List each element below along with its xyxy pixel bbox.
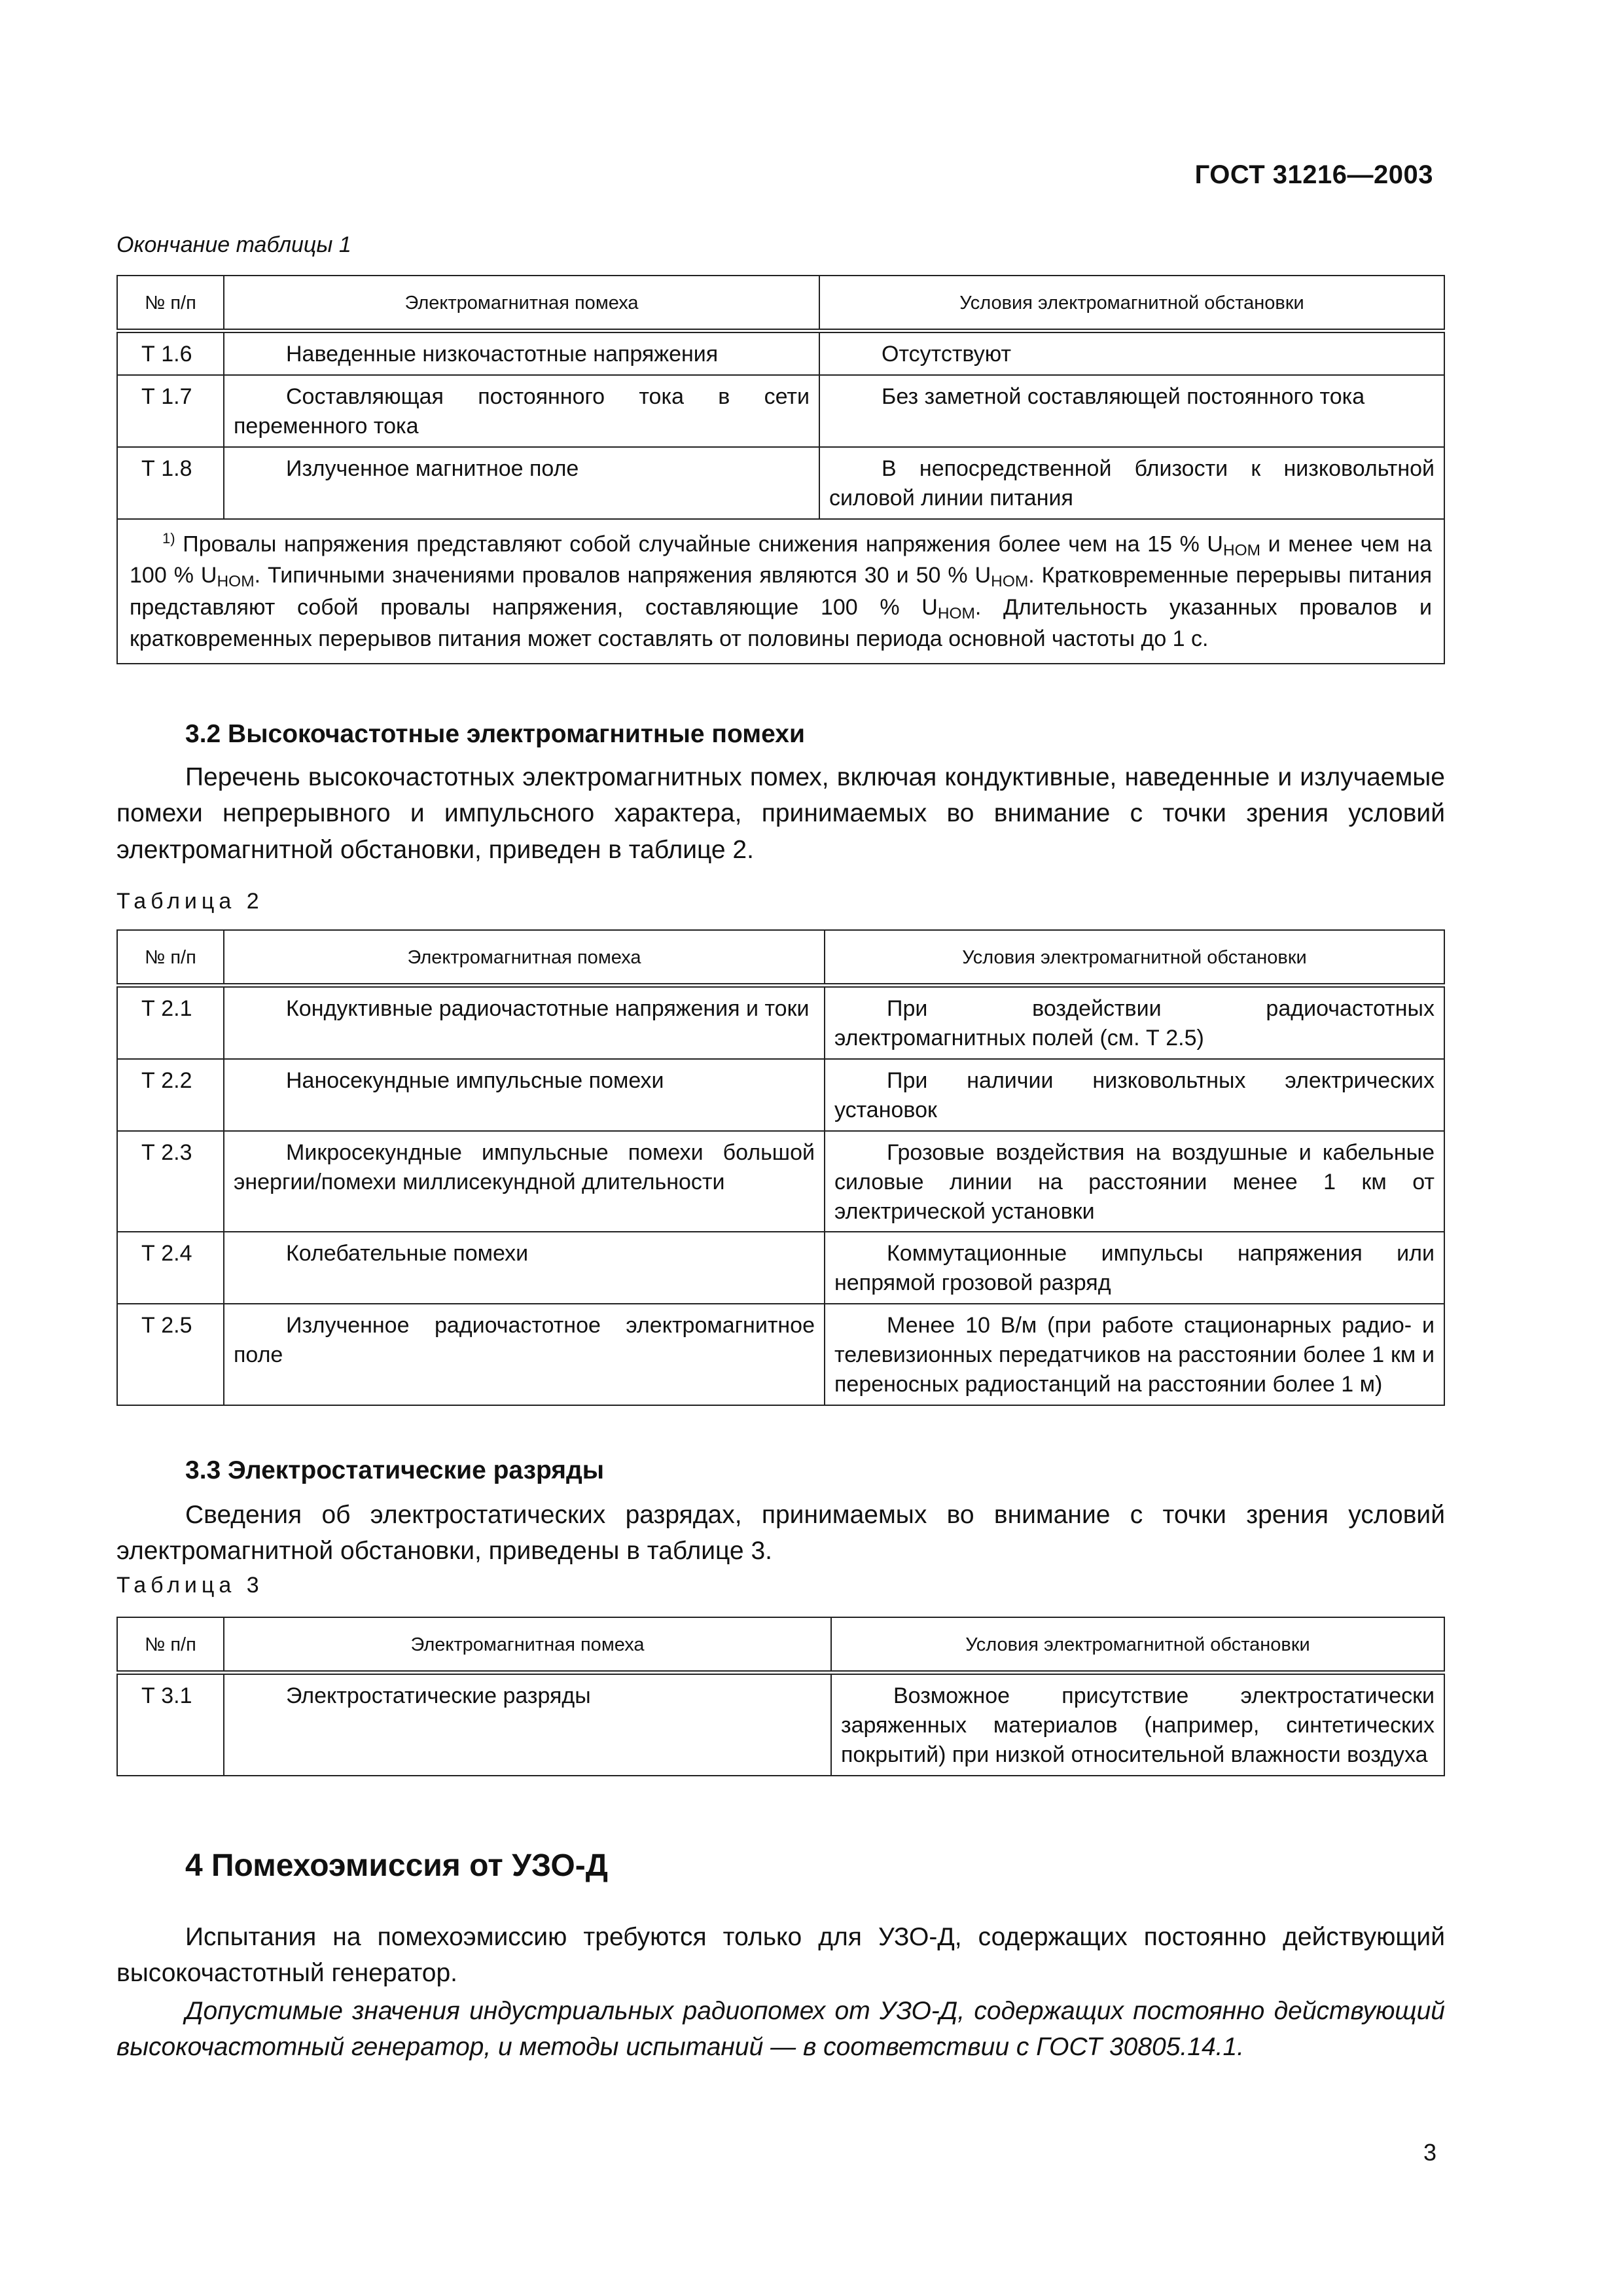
table1-continuation-label: Окончание таблицы 1: [116, 232, 351, 257]
header-conditions: Условия электромагнитной обстановки: [825, 930, 1444, 986]
table3-label: Таблица 3: [116, 1573, 264, 1598]
header-num: № п/п: [117, 276, 224, 331]
header-disturbance: Электромагнитная помеха: [224, 930, 825, 986]
section-3-2-text: Перечень высокочастотных электромагнитных помех, включая кондуктивные, наведенные и излучаемые помехи непрерывного и импульсного характера, принимаемых во внимание с точки зрения условий электромагнитной обстановки, приведен в таблице 2.: [116, 763, 1445, 864]
row-conditions: В непосредственной близости к низковольтной силовой линии питания: [819, 447, 1444, 519]
row-conditions: Без заметной составляющей постоянного тока: [819, 375, 1444, 447]
footnote-text: . Кратковременные перерывы питания представляют собой провалы напряжения, составляющие 100 % U: [130, 563, 1433, 620]
row-disturbance: Составляющая постоянного тока в сети переменного тока: [224, 375, 819, 447]
footnote-subscript: НОМ: [937, 604, 975, 622]
row-num: Т 1.7: [117, 375, 224, 447]
row-num: Т 2.2: [117, 1059, 224, 1131]
table-row: [117, 331, 1444, 375]
table-header-row: [117, 276, 1444, 331]
footnote-text: и менее чем на 100 % U: [130, 531, 1432, 588]
table-footnote-row: [117, 519, 1444, 664]
row-disturbance: Излученное радиочастотное электромагнитное поле: [224, 1304, 825, 1405]
row-conditions: При наличии низковольтных электрических установок: [825, 1059, 1444, 1131]
footnote-subscript: НОМ: [1222, 541, 1261, 560]
header-disturbance: Электромагнитная помеха: [224, 276, 819, 331]
row-num: Т 1.8: [117, 447, 224, 519]
table-row: [117, 1131, 1444, 1232]
table2-label: Таблица 2: [116, 889, 264, 914]
table-footnote: [117, 519, 1444, 664]
footnote-text: . Типичными значениями провалов напряжения являются 30 и 50 % U: [254, 563, 991, 588]
table-row: [117, 1673, 1444, 1776]
row-disturbance: Излученное магнитное поле: [224, 447, 819, 519]
row-num: Т 1.6: [117, 331, 224, 375]
section-4-text: Испытания на помехоэмиссию требуются только для УЗО-Д, содержащих постоянно действующий высокочастотный генератор.: [116, 1923, 1445, 1988]
row-disturbance: Наносекундные импульсные помехи: [224, 1059, 825, 1131]
header-num: № п/п: [117, 930, 224, 986]
table-header-row: [117, 1617, 1444, 1673]
page-number: 3: [1423, 2139, 1436, 2166]
header-conditions: Условия электромагнитной обстановки: [819, 276, 1444, 331]
row-conditions: При воздействии радиочастотных электромагнитных полей (см. Т 2.5): [825, 986, 1444, 1059]
row-conditions: Коммутационные импульсы напряжения или непрямой грозовой разряд: [825, 1232, 1444, 1304]
footnote-marker: 1): [162, 529, 175, 547]
table-row: [117, 1059, 1444, 1131]
section-4-text-italic: Допустимые значения индустриальных радиопомех от УЗО-Д, содержащих постоянно действующий высокочастотный генератор, и методы испытаний — в соответствии с ГОСТ 30805.14.1.: [116, 1997, 1445, 2062]
footnote-subscript: НОМ: [991, 573, 1029, 591]
footnote-subscript: НОМ: [217, 573, 255, 591]
row-disturbance: Наведенные низкочастотные напряжения: [224, 331, 819, 375]
header-disturbance: Электромагнитная помеха: [224, 1617, 831, 1673]
table-1: [116, 275, 1445, 664]
footnote-text: Провалы напряжения представляют собой случайные снижения напряжения более чем на 15 % U: [175, 531, 1223, 556]
table-2: [116, 929, 1445, 1406]
row-conditions: Грозовые воздействия на воздушные и кабельные силовые линии на расстоянии менее 1 км от электрической установки: [825, 1131, 1444, 1232]
table-header-row: [117, 930, 1444, 986]
header-conditions: Условия электромагнитной обстановки: [831, 1617, 1444, 1673]
footnote-text: . Длительность указанных провалов и кратковременных перерывов питания может составлять от половины периода основной частоты до 1 с.: [130, 594, 1432, 652]
section-4-heading: 4 Помехоэмиссия от УЗО-Д: [185, 1848, 608, 1883]
row-num: Т 2.1: [117, 986, 224, 1059]
row-num: Т 2.4: [117, 1232, 224, 1304]
document-code: ГОСТ 31216—2003: [1194, 160, 1433, 189]
section-3-2-heading: 3.2 Высокочастотные электромагнитные помехи: [185, 720, 805, 748]
table-row: [117, 1304, 1444, 1405]
row-disturbance: Кондуктивные радиочастотные напряжения и токи: [224, 986, 825, 1059]
table-row: [117, 986, 1444, 1059]
row-num: Т 3.1: [117, 1673, 224, 1776]
row-conditions: Отсутствуют: [819, 331, 1444, 375]
table-row: [117, 447, 1444, 519]
row-disturbance: Электростатические разряды: [224, 1673, 831, 1776]
section-3-3-heading: 3.3 Электростатические разряды: [185, 1456, 605, 1484]
table-row: [117, 1232, 1444, 1304]
section-3-3-text: Сведения об электростатических разрядах, принимаемых во внимание с точки зрения условий электромагнитной обстановки, приведены в таблице 3.: [116, 1501, 1445, 1566]
table-row: [117, 375, 1444, 447]
table-3: [116, 1617, 1445, 1776]
row-disturbance: Микросекундные импульсные помехи большой энергии/помехи миллисекундной длительности: [224, 1131, 825, 1232]
row-num: Т 2.3: [117, 1131, 224, 1232]
row-conditions: Возможное присутствие электростатически заряженных материалов (например, синтетических покрытий) при низкой относительной влажности воздуха: [831, 1673, 1444, 1776]
header-num: № п/п: [117, 1617, 224, 1673]
row-num: Т 2.5: [117, 1304, 224, 1405]
row-disturbance: Колебательные помехи: [224, 1232, 825, 1304]
row-conditions: Менее 10 В/м (при работе стационарных радио- и телевизионных передатчиков на расстоянии более 1 км и переносных радиостанций на расстоянии более 1 м): [825, 1304, 1444, 1405]
